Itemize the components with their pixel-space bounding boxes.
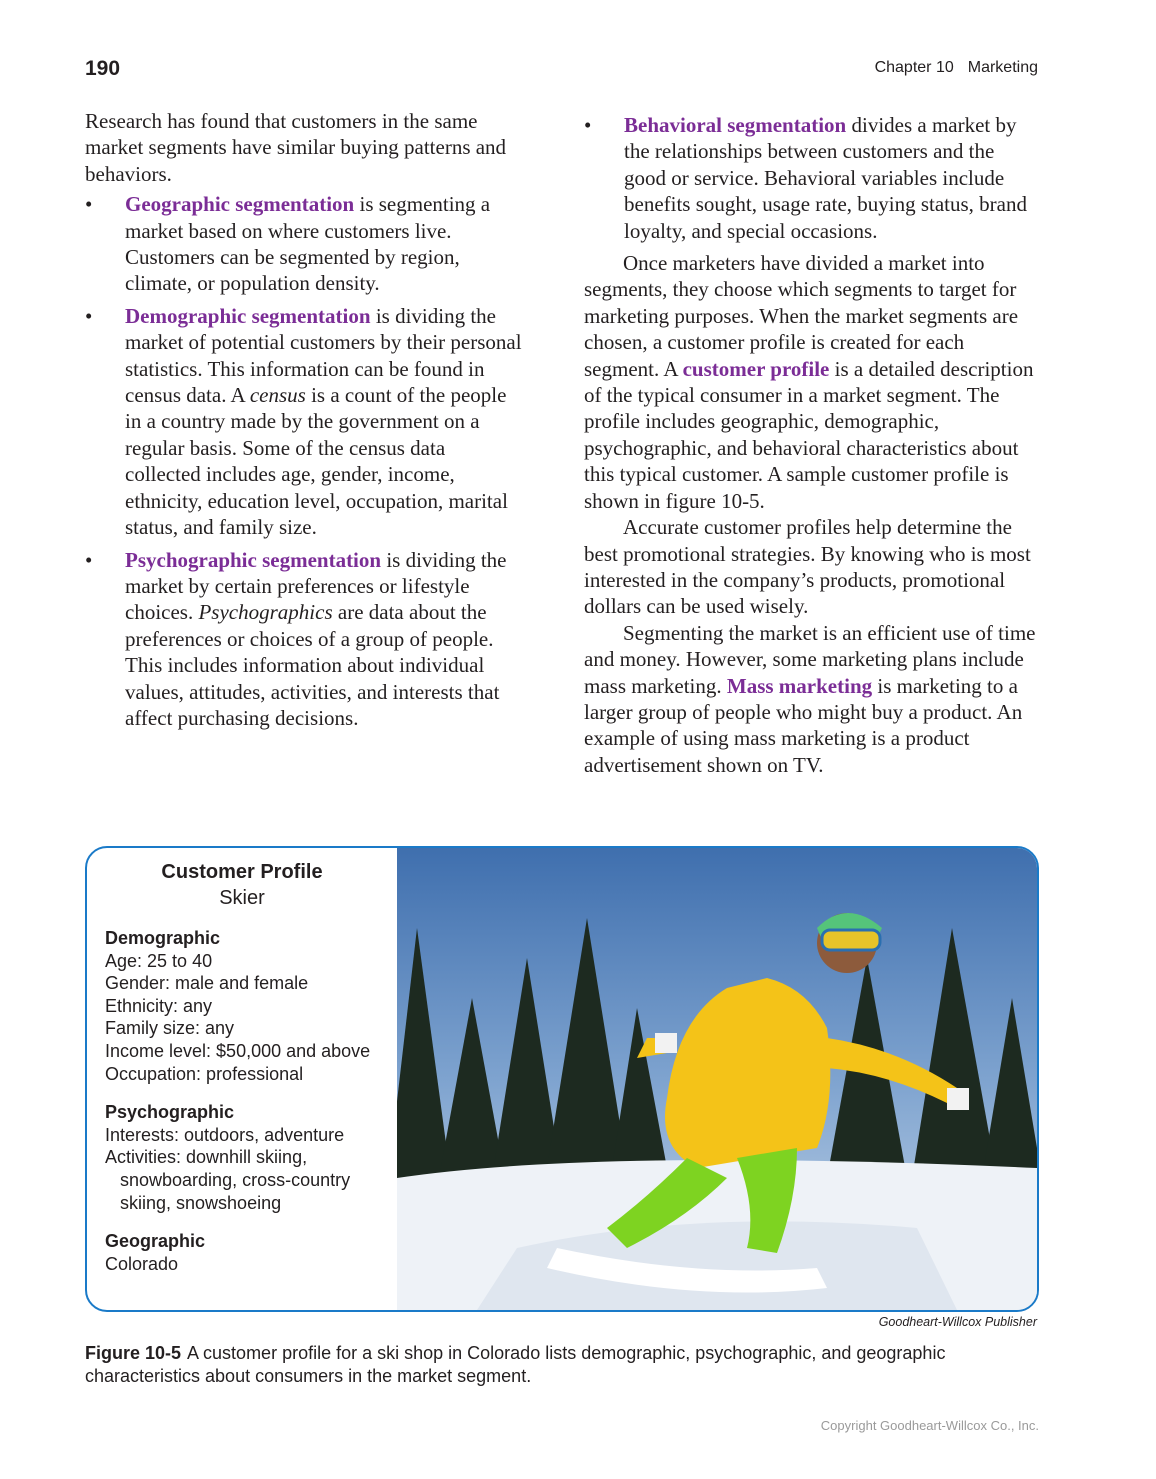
profile-line: Family size: any <box>105 1018 235 1039</box>
text-column-right <box>584 108 1040 778</box>
profile-section-heading: Geographic <box>105 1231 206 1252</box>
figure-label: Figure 10-5 <box>85 1343 182 1363</box>
figure-10-5 <box>85 846 1039 1312</box>
figure-caption-text: A customer profile for a ski shop in Colorado lists demographic, psychographic, and geographic characteristics about consumers in the market segment. <box>85 1343 946 1386</box>
running-header <box>875 59 1038 77</box>
profile-section-psychographic <box>105 1101 397 1214</box>
profile-subtitle: Skier <box>219 887 265 909</box>
body-text: divides a market by the relationships between customers and the good or service. Behavioral variables include benefits sought, usage rate, buying status, brand loyalty, and special occasions. <box>624 113 1027 243</box>
profile-section-geographic <box>105 1230 397 1275</box>
key-term: Demographic segmentation <box>125 303 371 328</box>
body-text: Accurate customer profiles help determine the best promotional strategies. By knowing who is most interested in the company’s products, promotional dollars can be used wisely. <box>584 515 1031 619</box>
key-term: customer profile <box>682 356 830 381</box>
body-text: is a count of the people in a country made by the government on a regular basis. Some of the census data collected includes age, gender, income, ethnicity, education level, occupation, marital status, and family size. <box>125 383 508 540</box>
chapter-label: Chapter 10 <box>874 59 954 76</box>
paragraph <box>584 620 1040 778</box>
body-text: are data about the preferences or choices of a group of people. This includes information about individual values, attitudes, activities, and interests that affect purchasing decisions. <box>125 600 500 730</box>
bullet-item <box>85 547 525 732</box>
profile-title: Customer Profile <box>161 861 323 883</box>
text-column-left <box>85 108 525 737</box>
profile-line: Ethnicity: any <box>105 995 213 1016</box>
key-term: Psychographic segmentation <box>125 547 382 572</box>
profile-line: Income level: $50,000 and above <box>105 1040 371 1061</box>
customer-profile-panel <box>87 848 397 1310</box>
paragraph <box>85 108 525 187</box>
profile-section-heading: Demographic <box>105 928 221 948</box>
photo-credit: Goodheart-Willcox Publisher <box>878 1315 1037 1329</box>
key-term: Mass marketing <box>726 673 873 698</box>
profile-line: Colorado <box>105 1253 179 1274</box>
page-number: 190 <box>85 57 121 80</box>
paragraph <box>584 514 1040 620</box>
body-text: is marketing to a larger group of people who might buy a product. An example of using mass marketing is a product advertisement shown on TV. <box>584 673 1023 777</box>
profile-line: Gender: male and female <box>105 973 309 994</box>
bullet-item <box>85 191 525 297</box>
emphasized-term: Psychographics <box>198 600 333 625</box>
profile-line: snowboarding, cross-country <box>105 1169 351 1190</box>
paragraph <box>584 250 1040 514</box>
profile-line: Occupation: professional <box>105 1063 304 1084</box>
profile-section-demographic <box>105 927 397 1085</box>
key-term: Geographic segmentation <box>125 192 355 217</box>
bullet-item <box>584 112 1040 244</box>
profile-section-heading: Psychographic <box>105 1102 235 1123</box>
body-text: Once marketers have divided a market into segments, they choose which segments to target for marketing purposes. When the market segments are chosen, a customer profile is created for each segment. A <box>584 251 1019 381</box>
key-term: Behavioral segmentation <box>624 113 847 137</box>
profile-line: Interests: outdoors, adventure <box>105 1124 345 1145</box>
body-text: is dividing the market by certain preferences or lifestyle choices. <box>125 547 507 625</box>
copyright-notice: Copyright Goodheart-Willcox Co., Inc. <box>820 1418 1039 1433</box>
section-label: Marketing <box>967 59 1038 76</box>
body-text: is dividing the market of potential customers by their personal statistics. This information can be found in census data. A <box>125 303 522 408</box>
emphasized-term: census <box>249 383 306 408</box>
body-text: is segmenting a market based on where customers live. Customers can be segmented by region, climate, or population density. <box>125 192 491 296</box>
snowboarder-photo <box>397 848 1037 1310</box>
body-text: Segmenting the market is an efficient use of time and money. However, some marketing plans include mass marketing. <box>584 620 1036 698</box>
body-text: Research has found that customers in the same market segments have similar buying patterns and behaviors. <box>85 109 507 186</box>
bullet-item <box>85 303 525 541</box>
profile-line: Age: 25 to 40 <box>105 950 213 971</box>
figure-caption <box>85 1342 1025 1388</box>
body-text: is a detailed description of the typical consumer in a market segment. The profile includes geographic, demographic, psychographic, and behavioral characteristics about this typical customer. A sample customer profile is shown in figure 10-5. <box>584 356 1034 513</box>
profile-line: skiing, snowshoeing <box>105 1192 282 1213</box>
profile-line: Activities: downhill skiing, <box>105 1147 308 1168</box>
